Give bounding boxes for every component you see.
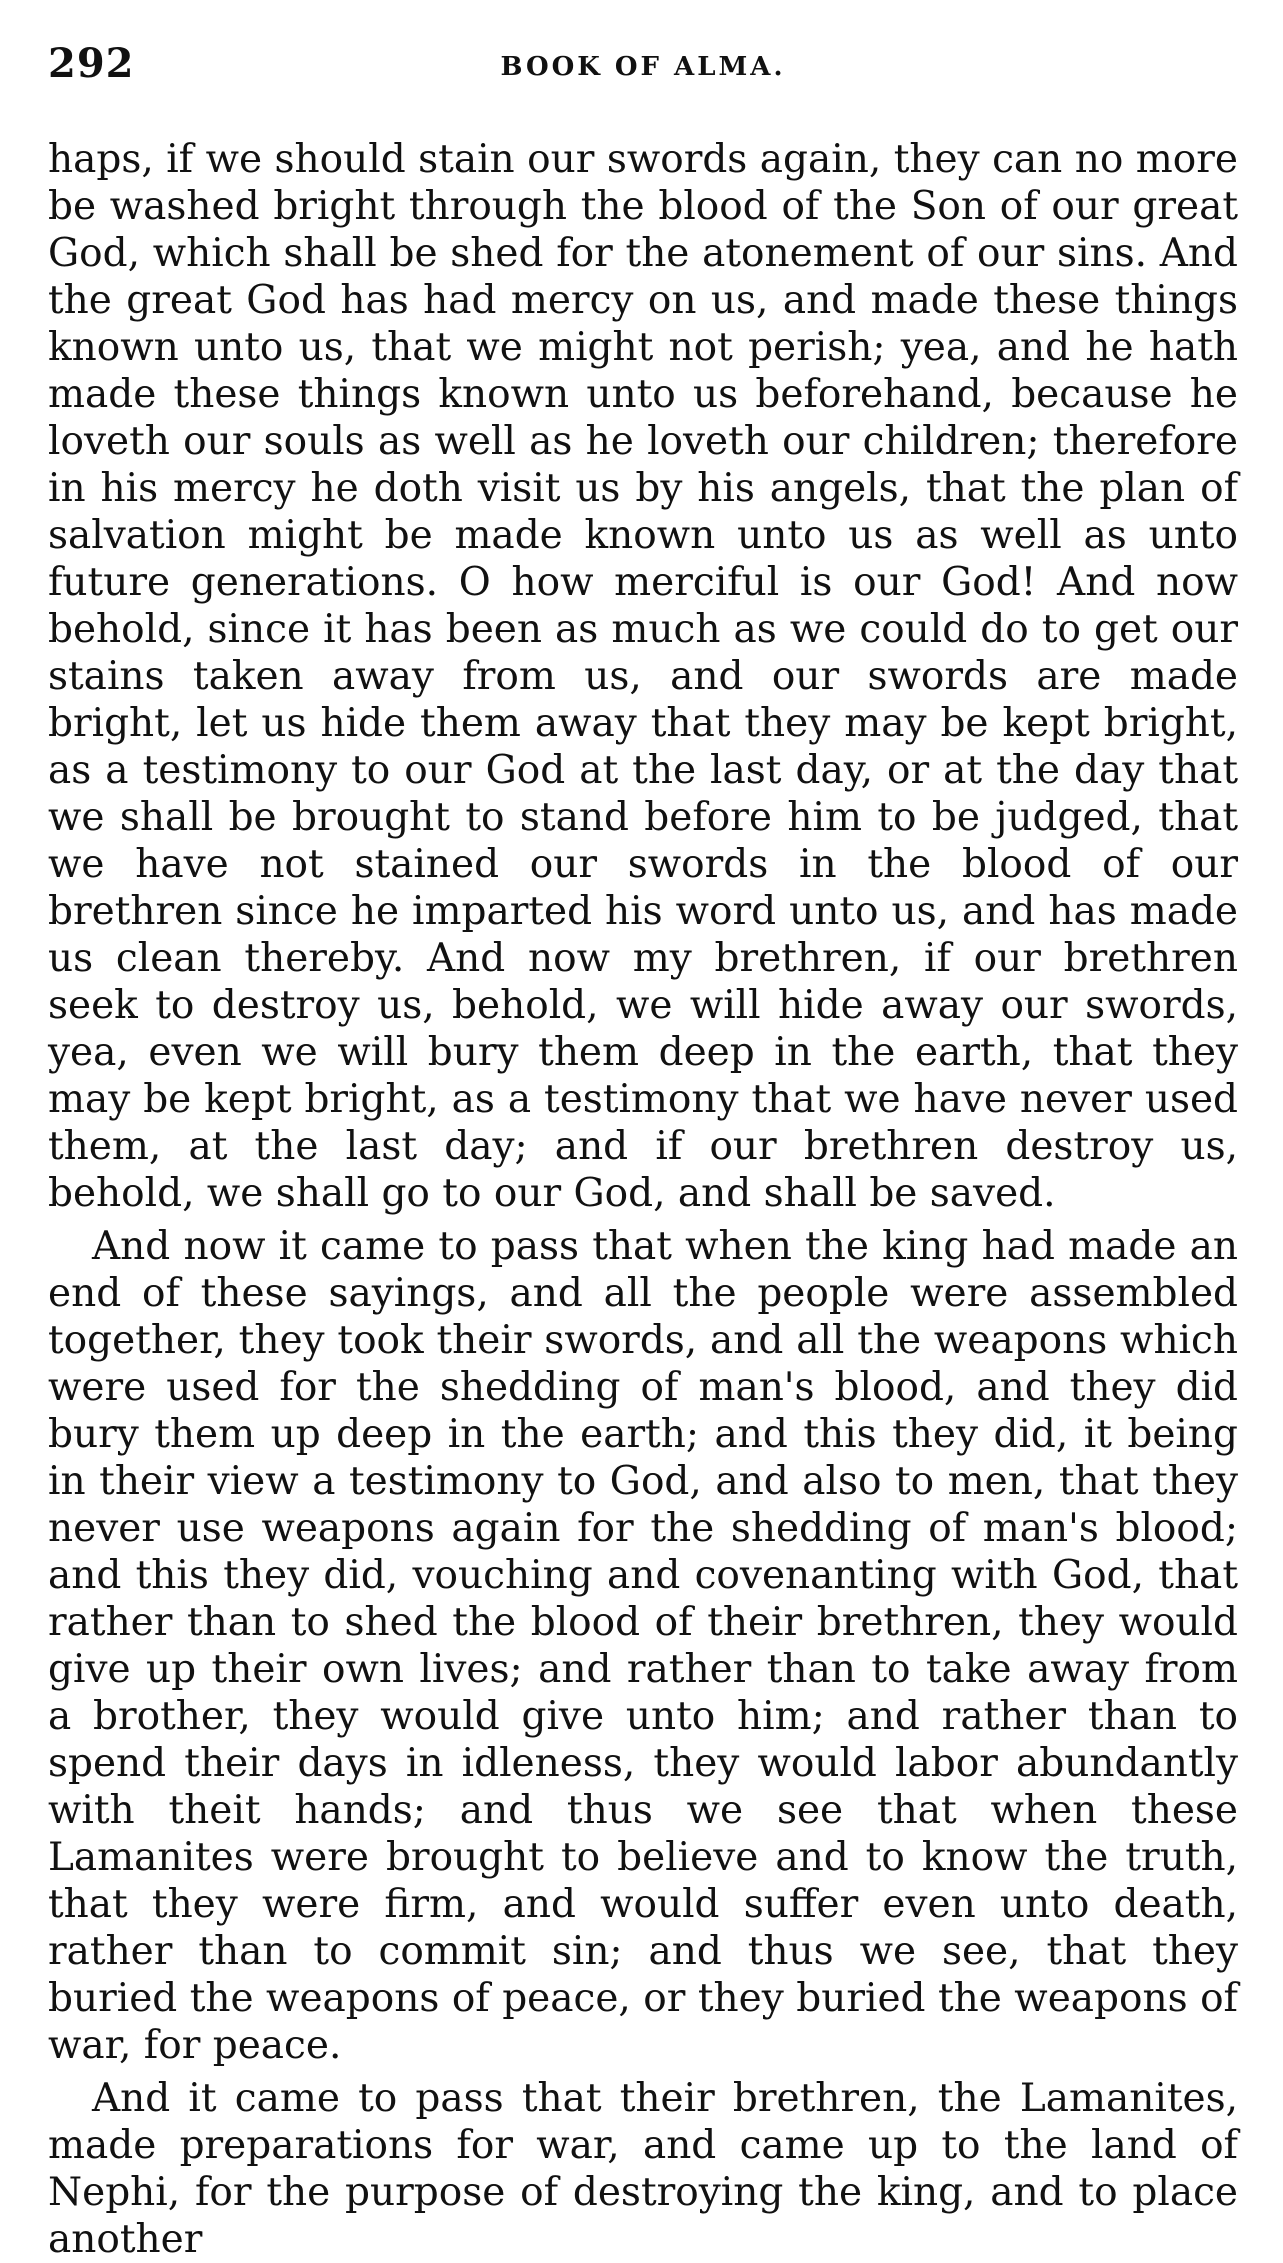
page-header (48, 40, 1238, 100)
book-page (48, 40, 1238, 2263)
paragraph: And it came to pass that their brethren, the Lamanites, made preparations for war, and came up to the land of Nephi, for the purpose of destroying the king, and to place another (48, 2076, 1238, 2262)
paragraph: And now it came to pass that when the king had made an end of these sayings, and all the people were assembled together, they took their swords, and all the weapons which were used for the shedding of man's blood, and they did bury them up deep in the earth; and this they did, it being in their view a testimony to God, and also to men, that they never use weapons again for the shedding of man's blood; and this they did, vouching and covenanting with God, that rather than to shed the blood of their brethren, they would give up their own lives; and rather than to take away from a brother, they would give unto him; and rather than to spend their days in idleness, they would labor abundantly with theit hands; and thus we see that when these Lamanites were brought to believe and to know the truth, that they were firm, and would suffer even unto death, rather than to commit sin; and thus we see, that they buried the weapons of peace, or they buried the weapons of war, for peace. (48, 1224, 1238, 2068)
page-number: 292 (48, 40, 135, 87)
running-head: BOOK OF ALMA. (500, 52, 786, 82)
page-body (48, 136, 1238, 2263)
paragraph-continued: haps, if we should stain our swords again, they can no more be washed bright through the blood of the Son of our great God, which shall be shed for the atonement of our sins. And the great God has had mercy on us, and made these things known unto us, that we might not perish; yea, and he hath made these things known unto us beforehand, because he loveth our souls as well as he loveth our children; therefore in his mercy he doth visit us by his angels, that the plan of salvation might be made known unto us as well as unto future generations. O how merciful is our God! And now behold, since it has been as much as we could do to get our stains taken away from us, and our swords are made bright, let us hide them away that they may be kept bright, as a testimony to our God at the last day, or at the day that we shall be brought to stand before him to be judged, that we have not stained our swords in the blood of our brethren since he imparted his word unto us, and has made us clean thereby. And now my brethren, if our brethren seek to destroy us, behold, we will hide away our swords, yea, even we will bury them deep in the earth, that they may be kept bright, as a testimony that we have never used them, at the last day; and if our brethren destroy us, behold, we shall go to our God, and shall be saved. (48, 137, 1238, 1216)
